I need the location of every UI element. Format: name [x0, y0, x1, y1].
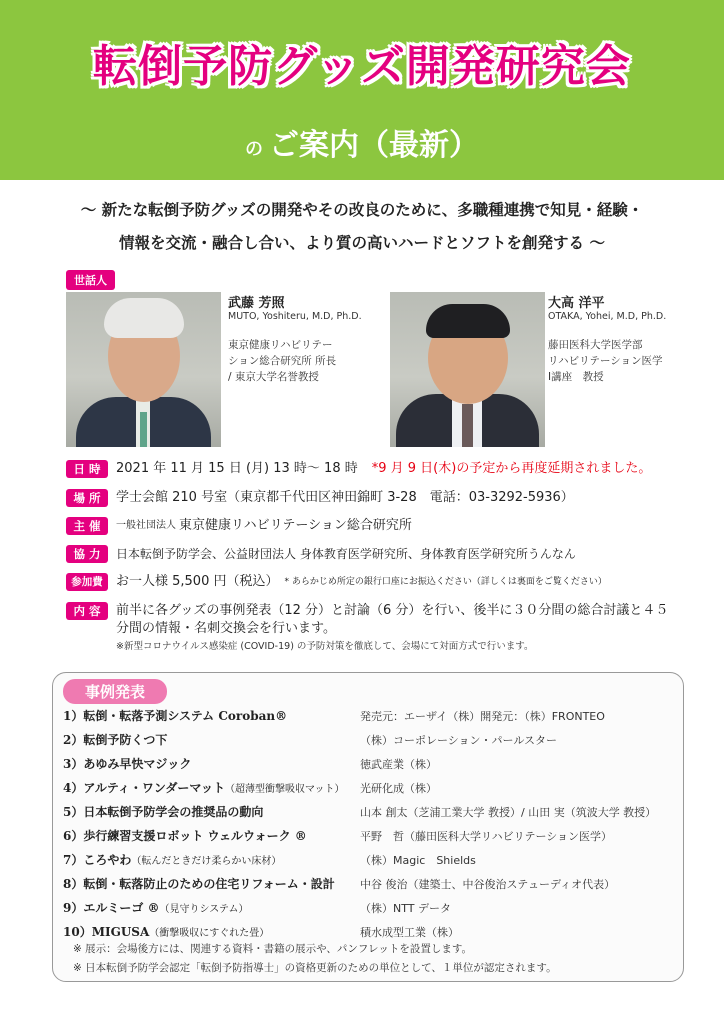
aff-line: 東京健康リハビリテー — [228, 339, 333, 351]
case-title: 2）転倒予防くつ下 — [63, 733, 168, 747]
case-item — [63, 803, 675, 827]
tagline-line-1: ～ 新たな転倒予防グッズの開発やその改良のために、多職種連携で知見・経験・ — [80, 200, 644, 219]
content-note: ※新型コロナウイルス感染症 (COVID-19) の予防対策を徹底して、会場にて対面方式で行います。 — [116, 641, 534, 652]
info-host — [66, 517, 412, 535]
case-item — [63, 755, 675, 779]
host-value: 東京健康リハビリテーション総合研究所 — [179, 518, 412, 533]
case-sub: （見守りシステム） — [159, 904, 249, 915]
case-title: 8）転倒・転落防止のための住宅リフォーム・設計 — [63, 877, 335, 891]
info-date — [66, 460, 651, 478]
info-place — [66, 489, 574, 507]
tagline — [20, 193, 704, 259]
fee-value: お一人様 5,500 円（税込） — [116, 574, 279, 589]
case-org: 山本 創太（芝浦工業大学 教授）/ 山田 実（筑波大学 教授） — [360, 806, 657, 819]
case-sub: （衝撃吸収にすぐれた畳） — [149, 928, 270, 939]
case-name — [63, 779, 345, 796]
content-block — [116, 602, 668, 652]
coop-value: 日本転倒予防学会、公益財団法人 身体教育医学研究所、身体教育医学研究所うんなん — [116, 547, 576, 561]
tagline-line-2: 情報を交流・融合し合い、より質の高いハードとソフトを創発する ～ — [119, 233, 605, 252]
case-item — [63, 731, 675, 755]
person-aff-otaka — [548, 337, 663, 385]
case-item — [63, 875, 675, 899]
case-name — [63, 731, 167, 748]
case-org: 平野 哲（藤田医科大学リハビリテーション医学） — [360, 830, 613, 843]
subtitle-text: ご案内（最新） — [269, 128, 479, 163]
case-item — [63, 851, 675, 875]
person-name-otaka: 大高 洋平 — [548, 296, 605, 311]
info-content — [66, 602, 668, 652]
case-title: 7）ころやわ — [63, 853, 132, 867]
aff-line: 藤田医科大学医学部 — [548, 339, 643, 351]
date-label: 日時 — [66, 460, 108, 478]
case-org: （株）コーポレーション・パールスター — [360, 734, 558, 747]
subtitle-particle: の — [245, 139, 263, 160]
info-coop — [66, 545, 576, 563]
date-note: *9 月 9 日(木)の予定から再度延期されました。 — [371, 461, 652, 476]
case-title: 9）エルミーゴ ® — [63, 901, 160, 915]
fee-note: * あらかじめ所定の銀行口座にお振込ください（詳しくは裏面をご覧ください） — [284, 577, 607, 587]
case-org: 積水成型工業（株） — [360, 926, 459, 939]
case-item — [63, 779, 675, 803]
case-org: 中谷 俊治（建築士、中谷俊治ステューディオ代表） — [360, 878, 616, 891]
cases-title: 事例発表 — [63, 679, 167, 704]
case-org: 徳武産業（株） — [360, 758, 437, 771]
case-name — [63, 899, 249, 916]
place-label: 場所 — [66, 489, 108, 507]
date-value: 2021 年 11 月 15 日 (月) 13 時～ 18 時 — [116, 461, 358, 476]
case-title: 5）日本転倒予防学会の推奨品の動向 — [63, 805, 264, 819]
aff-line: / 東京大学名誉教授 — [228, 371, 319, 383]
case-org: 発売元：エーザイ（株）開発元：（株）FRONTEO — [360, 710, 605, 723]
case-item — [63, 899, 675, 923]
content-line-2: 分間の情報・名刺交換会を行います。 — [116, 621, 336, 636]
case-org: （株）NTT データ — [360, 902, 451, 915]
case-org: 光研化成（株） — [360, 782, 437, 795]
footnote-exhibit: ※ 展示：会場後方には、関連する資料・書籍の展示や、パンフレットを設置します。 — [73, 943, 473, 955]
aff-line: Ⅰ講座 教授 — [548, 371, 604, 383]
aff-line: リハビリテーション医学 — [548, 355, 663, 367]
person-aff-muto — [228, 337, 336, 385]
case-name — [63, 803, 263, 820]
page-subtitle — [0, 120, 724, 164]
case-title: 1）転倒・転落予測システム Coroban® — [63, 709, 288, 723]
page-title: 転倒予防グッズ開発研究会 — [93, 41, 631, 92]
photo-muto — [66, 292, 221, 447]
case-name — [63, 827, 307, 844]
content-label: 内容 — [66, 602, 108, 620]
organizers-label: 世話人 — [66, 270, 115, 290]
case-name — [63, 875, 335, 892]
place-value: 学士会館 210 号室（東京都千代田区神田錦町 3-28 電話：03-3292-5936） — [116, 490, 574, 505]
case-sub: （転んだときだけ柔らかい床材） — [131, 856, 282, 867]
case-name — [63, 755, 191, 772]
case-presentations-box — [52, 672, 684, 982]
host-label: 主催 — [66, 517, 108, 535]
case-name — [63, 707, 287, 724]
info-fee — [66, 573, 607, 591]
case-name — [63, 851, 281, 868]
case-title: 4）アルティ・ワンダーマット — [63, 781, 225, 795]
photo-otaka — [390, 292, 545, 447]
aff-line: ション総合研究所 所長 — [228, 355, 337, 367]
content-line-1: 前半に各グッズの事例発表（12 分）と討論（6 分）を行い、後半に３０分間の総合討議と４５ — [116, 603, 669, 618]
case-title: 10）MIGUSA — [63, 925, 150, 939]
case-item — [63, 707, 675, 731]
person-en-muto: MUTO, Yoshiteru, M.D, Ph.D. — [228, 311, 362, 322]
footnote-credit: ※ 日本転倒予防学会認定「転倒予防指導士」の資格更新のための単位として、１単位が認定されます。 — [73, 962, 557, 974]
header-banner — [0, 0, 724, 180]
coop-label: 協力 — [66, 545, 108, 563]
person-name-muto: 武藤 芳照 — [228, 296, 285, 311]
case-org: （株）Magic Shields — [360, 854, 476, 867]
person-en-otaka: OTAKA, Yohei, M.D, Ph.D. — [548, 311, 667, 322]
fee-label: 参加費 — [66, 573, 108, 591]
case-item — [63, 827, 675, 851]
case-title: 3）あゆみ早快マジック — [63, 757, 192, 771]
case-sub: （超薄型衝撃吸収マット） — [224, 784, 345, 795]
case-title: 6）歩行練習支援ロボット ウェルウォーク ® — [63, 829, 307, 843]
host-prefix: 一般社団法人 — [116, 520, 176, 531]
case-name — [63, 923, 269, 940]
